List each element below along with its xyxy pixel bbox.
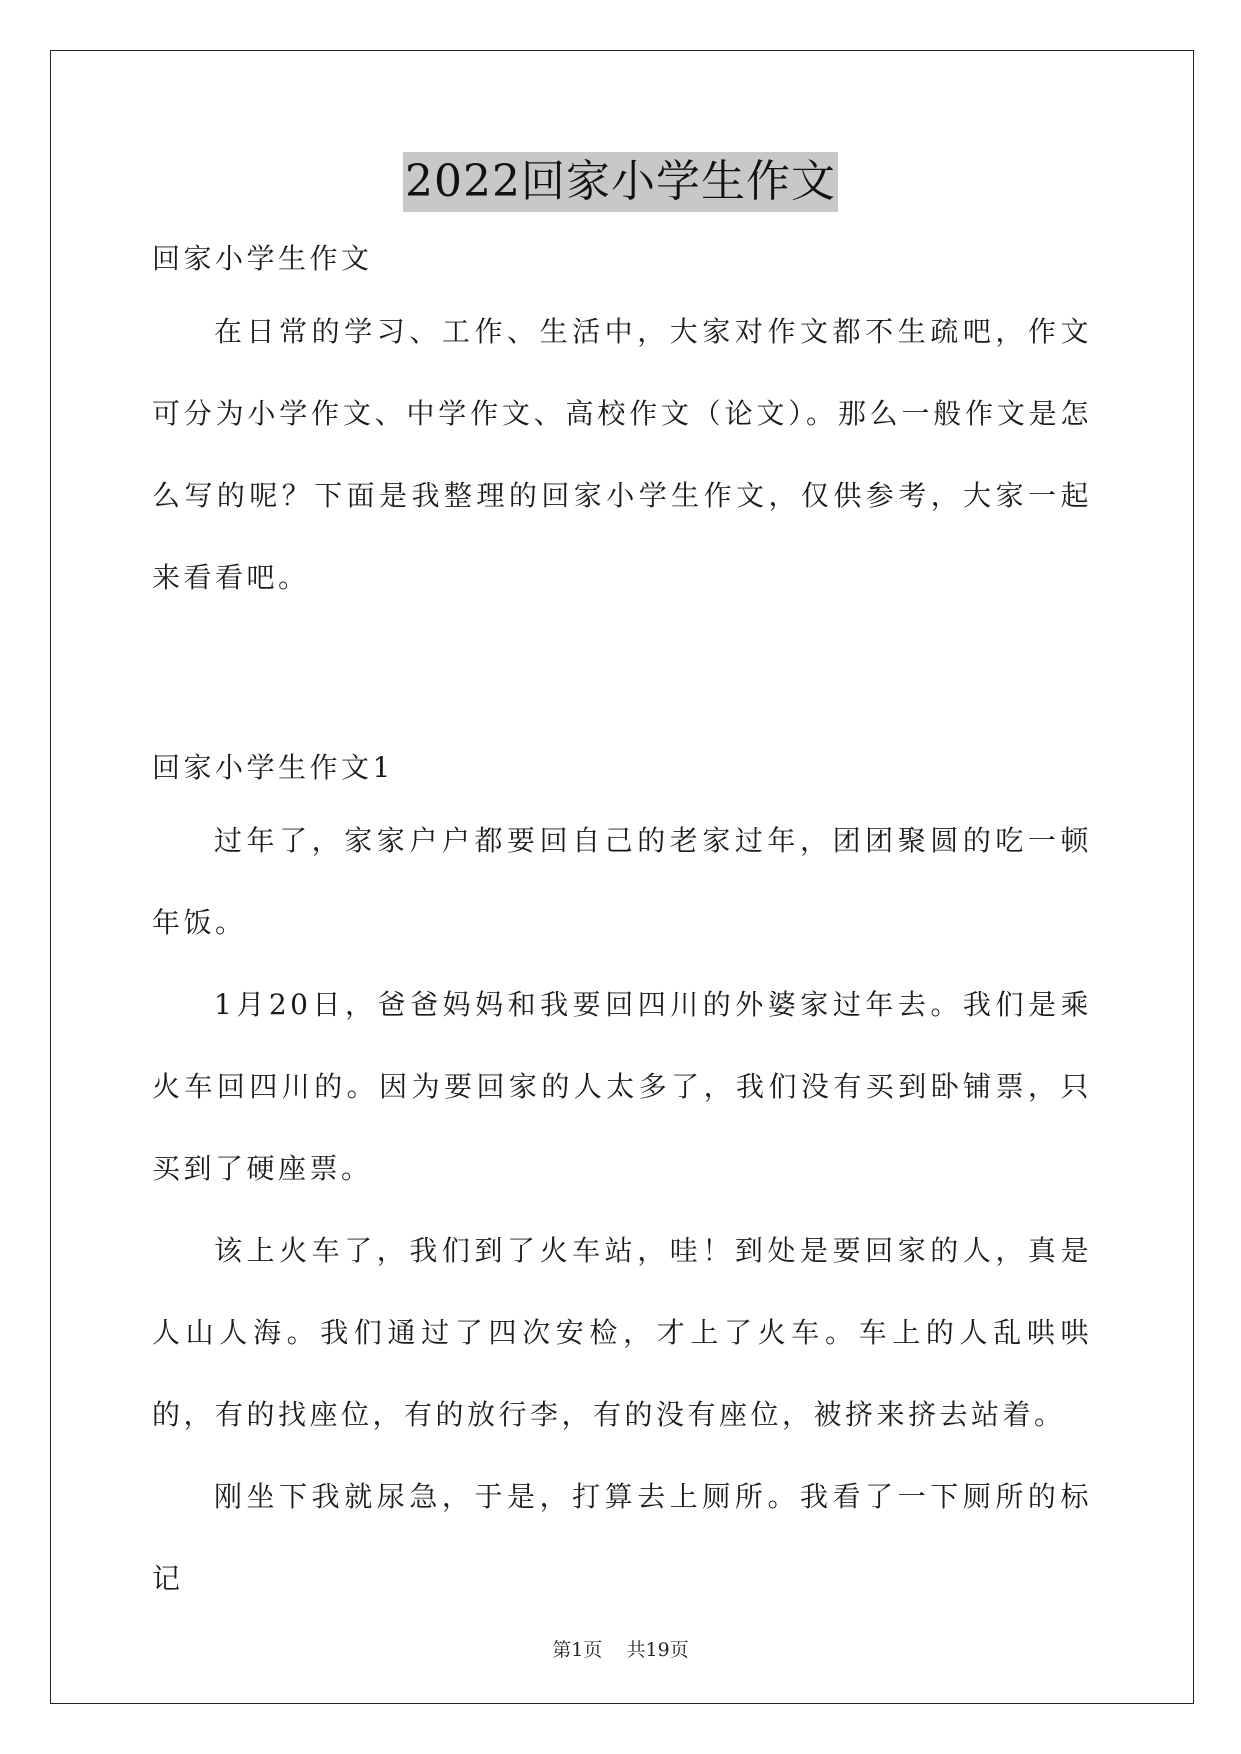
section-heading: 回家小学生作文1 xyxy=(152,751,394,784)
paragraph-2: 1月20日，爸爸妈妈和我要回四川的外婆家过年去。我们是乘火车回四川的。因为要回家的人太多了，我们没有买到卧铺票，只买到了硬座票。 xyxy=(152,988,1092,1185)
document-title: 2022回家小学生作文 xyxy=(403,152,838,212)
subtitle: 回家小学生作文 xyxy=(152,242,373,275)
title-container xyxy=(0,152,1241,212)
paragraph-1: 过年了，家家户户都要回自己的老家过年，团团聚圆的吃一顿年饭。 xyxy=(152,824,1092,939)
page-total: 共19页 xyxy=(626,1639,689,1661)
page-number: 第1页 xyxy=(552,1639,603,1661)
paragraph-3: 该上火车了，我们到了火车站，哇！到处是要回家的人，真是人山人海。我们通过了四次安检，才上了火车。车上的人乱哄哄的，有的找座位，有的放行李，有的没有座位，被挤来挤去站着。 xyxy=(152,1234,1092,1431)
paragraph-4: 刚坐下我就尿急，于是，打算去上厕所。我看了一下厕所的标记 xyxy=(152,1480,1092,1595)
intro-paragraph: 在日常的学习、工作、生活中，大家对作文都不生疏吧，作文可分为小学作文、中学作文、高校作文（论文）。那么一般作文是怎么写的呢？下面是我整理的回家小学生作文，仅供参考，大家一起来看看吧。 xyxy=(152,315,1092,594)
page-footer xyxy=(0,1635,1241,1662)
